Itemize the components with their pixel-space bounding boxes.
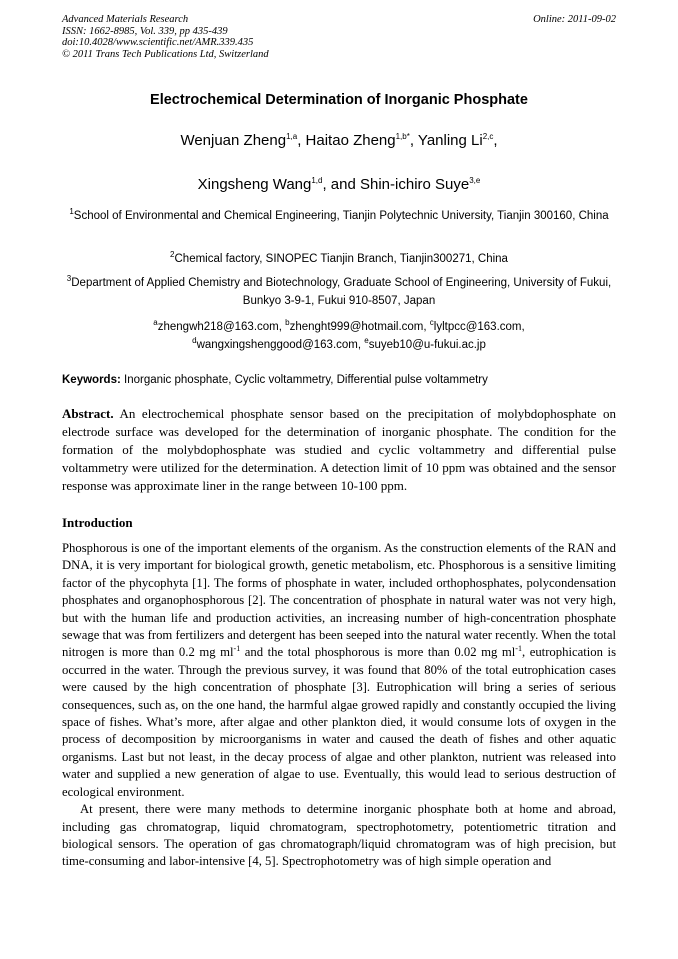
paragraph-1: [62, 540, 616, 801]
author-affil-sup: 1,b*: [395, 132, 410, 141]
email-block: [62, 318, 616, 354]
author-sep: ,: [409, 132, 418, 149]
author-sep: ,: [297, 132, 306, 149]
author-affil-sup: 1,d: [311, 176, 323, 185]
unit-superscript: -1: [515, 644, 522, 654]
author-affil-sup: 2,c: [482, 132, 494, 141]
author-name: Haitao Zheng: [305, 132, 396, 149]
email-address: wangxingshenggood@163.com: [196, 339, 358, 351]
email-address: zhengwh218@163.com: [157, 321, 279, 333]
keywords: [62, 374, 616, 386]
email-address: lyltpcc@163.com: [433, 321, 522, 333]
author-name: Shin-ichiro Suye: [360, 176, 470, 193]
affiliation-2: [62, 250, 616, 268]
unit-superscript: -1: [233, 644, 241, 654]
author-name: Xingsheng Wang: [197, 176, 312, 193]
author-name: Wenjuan Zheng: [180, 132, 287, 149]
paper-title: Electrochemical Determination of Inorganic Phosphate: [150, 92, 528, 108]
journal-name: Advanced Materials Research: [62, 14, 189, 25]
introduction-body: [62, 540, 616, 871]
keywords-text: Inorganic phosphate, Cyclic voltammetry, Differential pulse voltammetry: [124, 374, 488, 386]
abstract-text: An electrochemical phosphate sensor based on the precipitation of molybdophosphate on electrode surface was developed for the determination of inorganic phosphate. The condition for the formation of the molybdophosphate was studied and cyclic voltammetry and differential pulse voltammetry were utilized for the determination. A detection limit of 10 ppm was obtained and the sensor response was approximate liner in the range between 10-100 ppm.: [62, 406, 616, 493]
doi-line: doi:10.4028/www.scientific.net/AMR.339.435: [62, 37, 254, 48]
affiliation-text: School of Environmental and Chemical Engineering, Tianjin Polytechnic University, Tianjin 300160, China: [73, 210, 609, 222]
email-sep: ,: [357, 339, 365, 351]
email-sup: d: [192, 336, 197, 346]
affiliation-number: 3: [66, 274, 72, 284]
email-sep: ,: [521, 321, 525, 333]
issn-line: ISSN: 1662-8985, Vol. 339, pp 435-439: [62, 25, 228, 37]
journal-header: [62, 14, 269, 60]
author-sep: , and: [322, 176, 360, 193]
author-affil-sup: 1,a: [286, 132, 298, 141]
copyright-line: © 2011 Trans Tech Publications Ltd, Switzerland: [62, 48, 269, 60]
affiliation-3: [62, 274, 616, 310]
email-address: zhenght999@hotmail.com: [289, 321, 424, 333]
affiliation-number: 1: [69, 207, 74, 217]
email-sup: a: [153, 318, 158, 328]
paragraph-text: , eutrophication is occurred in the water. Through the previous survey, it was found that 80% of the total eutrophication cases were caused by the high concentration of phosphate [3]. Eutrophication will bring a series of serious consequences, such as, on the one hand, the harmful algae growed rapidly and constantly occupied the living space of fishes. What’s more, after algae and other plankton died, it would consume lots of oxygen in the process of decomposition by microorganisms in water and caused the death of fishes and other aquatic organisms. Last but not least, in the decay process of algae and other plankton, nutrient was released into water and supplied a new generation of algae to use. Eventually, this would lead to serious destruction of ecological environment.: [62, 645, 617, 799]
affiliation-number: 2: [170, 250, 175, 260]
section-heading-introduction: Introduction: [62, 515, 133, 530]
paragraph-2: At present, there were many methods to determine inorganic phosphate both at home and abroad, including gas chromatograp, liquid chromatogram, spectrophotometry, potentiometric titration and biological sensors. The operation of gas chromatograph/liquid chromatogram was of high precision, but time-consuming and labor-intensive [4, 5]. Spectrophotometry was of high simple operation and: [62, 802, 616, 869]
author-sep: ,: [493, 132, 498, 149]
affiliation-1: [62, 207, 616, 225]
author-name: Yanling Li: [417, 132, 483, 149]
email-sup: e: [364, 336, 369, 346]
email-sep: ,: [423, 321, 430, 333]
author-line-2: [62, 176, 616, 193]
paragraph-text: Phosphorous is one of the important elements of the organism. As the construction elements of the RAN and DNA, it is very important for biological growth, genetic metabolism, etc. Phosphorous is a sensitive limiting factor of the phycophyta [1]. The forms of phosphate in water, included orthophosphates, polycondensation phosphates and organophosphorous [2]. The concentration of phosphate in natural water was not very high, but with the human life and production activities, an increasing number of high-concentration phosphate sewage that was from fertilizers and detergent has been seeped into the natural water recently. When the total nitrogen is more than 0.2 mg ml: [62, 541, 616, 660]
keywords-label: Keywords:: [62, 374, 121, 386]
affiliation-text: Chemical factory, SINOPEC Tianjin Branch, Tianjin300271, China: [174, 253, 508, 265]
email-sep: ,: [278, 321, 286, 333]
affiliation-text: Department of Applied Chemistry and Biotechnology, Graduate School of Engineering, University of Fukui, Bunkyo 3-9-1, Fukui 910-8507, Japan: [71, 277, 612, 307]
author-affil-sup: 3,e: [469, 176, 481, 185]
online-date: Online: 2011-09-02: [533, 14, 616, 25]
abstract: [62, 405, 616, 495]
email-sup: c: [429, 318, 434, 328]
paragraph-text: and the total phosphorous is more than 0.02 mg ml: [240, 645, 516, 660]
email-sup: b: [285, 318, 290, 328]
author-line-1: [62, 132, 616, 149]
abstract-label: Abstract.: [62, 406, 114, 421]
email-address: suyeb10@u-fukui.ac.jp: [368, 339, 486, 351]
